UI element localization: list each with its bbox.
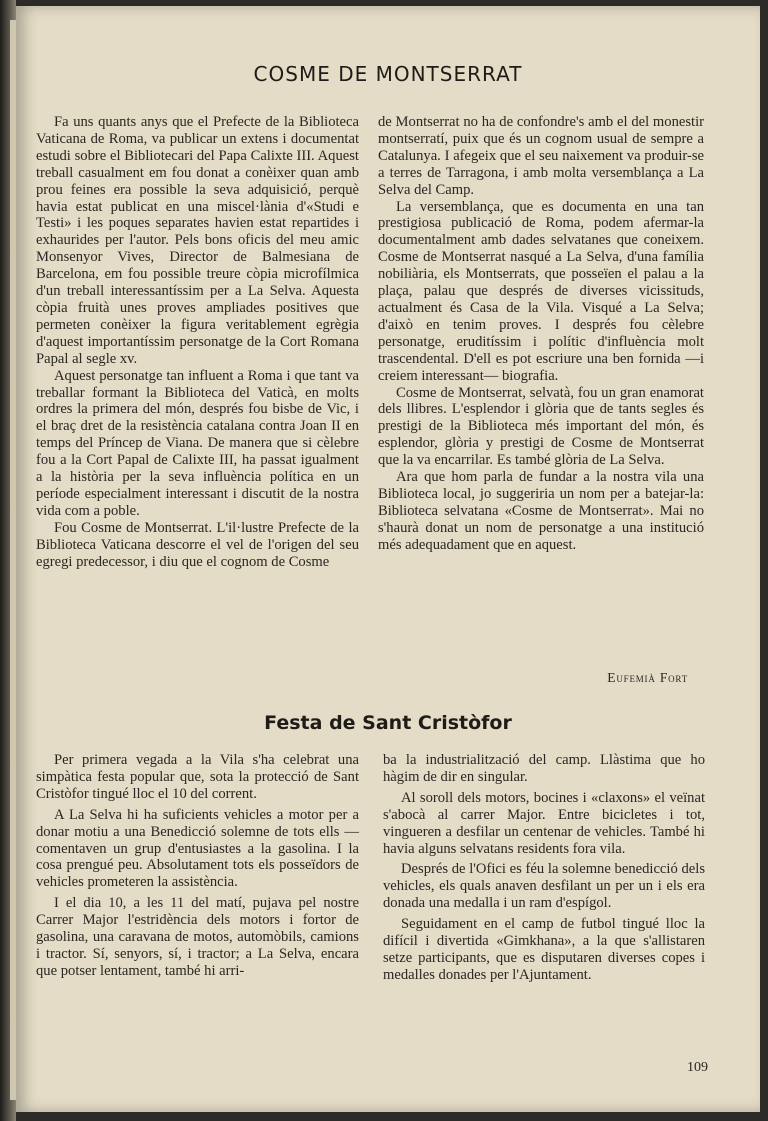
- paragraph: Després de l'Ofici es féu la solemne benedicció dels vehicles, els quals anaven desfilant un per un i els era donada una medalla i un ram d'espígol.: [383, 861, 705, 912]
- paragraph: ba la industrialització del camp. Llàstima que ho hàgim de dir en singular.: [383, 752, 705, 785]
- paragraph: Per primera vegada a la Vila s'ha celebrat una simpàtica festa popular que, sota la protecció de Sant Cristòfor tingué lloc el 10 del corrent.: [36, 752, 359, 802]
- article-column-right: [378, 114, 704, 554]
- paragraph: Seguidament en el camp de futbol tingué lloc la difícil i divertida «Gimkhana», a la que s'allistaren setze participants, que es disputaren diverses copes i medalles donades per l'Ajuntament.: [383, 916, 705, 983]
- paragraph: Al soroll dels motors, bocines i «claxons» el veïnat s'abocà al carrer Major. Entre bicicletes i tot, vingueren a desfilar un centenar de vehicles. També hi havia alguns selvatans residents fora vila.: [383, 789, 705, 857]
- paragraph: I el dia 10, a les 11 del matí, pujava pel nostre Carrer Major l'estridència dels motors i fortor de gasolina, una caravana de motos, automòbils, camions i tractor. Sí, senyors, sí, i tractor; a La Selva, encara que potser lentament, també hi arri-: [36, 895, 359, 979]
- paragraph: Aquest personatge tan influent a Roma i que tant va treballar formant la Biblioteca del Vaticà, en molts ordres la primera del món, després fou bisbe de Vic, i el braç dret de la resistència catalana contra Joan II en temps del Príncep de Viana. De manera que si cèlebre fou a la Cort Papal de Calixte III, ha passat igualment a la història per la seva influència política en un període especialment interessant i discutit de la nostra vida com a poble.: [36, 367, 359, 519]
- magazine-page: [16, 6, 760, 1112]
- paragraph: A La Selva hi ha suficients vehicles a motor per a donar motiu a una Benedicció solemne de tots ells — comentaven un grup d'entusiastes a la gasolina. I la cosa prengué peu. Absolutament tots els posseïdors de vehicles prometeren la assistència.: [36, 806, 359, 891]
- paragraph: Fa uns quants anys que el Prefecte de la Biblioteca Vaticana de Roma, va publicar un extens i documentat estudi sobre el Bibliotecari del Papa Calixte III. Aquest treball casualment em fou donat a conèixer quan amb prou feines era possible la seva adquisició, perquè havia estat publicat en una miscel·lània d'«Studi e Testi» i les poques separates havien estat repartides i exhaurides per l'autor. Pels bons oficis del meu amic Monsenyor Vives, Director de Balmesiana de Barcelona, em fou possible treure còpia microfílmica d'un treball interessantíssim per a La Selva. Aquesta còpia fruità unes proves ampliades positives que permeten conèixer la figura veritablement egrègia d'aquest importantíssim personatge de la Cort Romana Papal al segle xv.: [36, 114, 359, 367]
- section-column-left: [36, 752, 359, 984]
- article-title: COSME DE MONTSERRAT: [253, 62, 523, 86]
- paragraph: de Montserrat no ha de confondre's amb el del monestir montserratí, puix que és un cognom usual de sempre a Catalunya. I afegeix que el seu naixement va produir-se a terres de Tarragona, i amb molta versemblança a La Selva del Camp.: [378, 114, 704, 198]
- paragraph: Cosme de Montserrat, selvatà, fou un gran enamorat dels llibres. L'esplendor i glòria que de tants segles és prestigi de la Biblioteca més important del món, és esplendor, glòria y prestigi de Cosme de Montserrat que la va encarrilar. Es també glòria de La Selva.: [378, 384, 704, 469]
- article-column-left: [36, 114, 359, 570]
- paragraph: Ara que hom parla de fundar a la nostra vila una Biblioteca local, jo suggeriria un nom per a batejar-la: Biblioteca selvatana «Cosme de Montserrat». Mai no s'haurà donat un nom de personatge a una institució més adequadament que en aquest.: [378, 469, 704, 553]
- section-title: Festa de Sant Cristòfor: [264, 712, 512, 734]
- paragraph: Fou Cosme de Montserrat. L'il·lustre Prefecte de la Biblioteca Vaticana descorre el vel de l'origen del seu egregi predecessor, i diu que el cognom de Cosme: [36, 519, 359, 570]
- page-number: 109: [687, 1060, 708, 1075]
- paragraph: La versemblança, que es documenta en una tan prestigiosa publicació de Roma, podem afermar-la documentalment amb dades selvatanes que coneixem. Cosme de Montserrat nasqué a La Selva, d'una família nobiliària, els Montserrats, que posseïen el palau a la plaça, palau que després de diverses vicissituds, actualment és Casa de la Vila. Visqué a La Selva; d'això en tenim proves. I després fou cèlebre personatge, eruditíssim i polític d'influència molt trascendental. D'ell es pot escriure una ben fornida —i creiem interessant— biografia.: [378, 198, 704, 384]
- section-column-right: [383, 752, 705, 988]
- author-signature: Eufemià Fort: [607, 670, 688, 685]
